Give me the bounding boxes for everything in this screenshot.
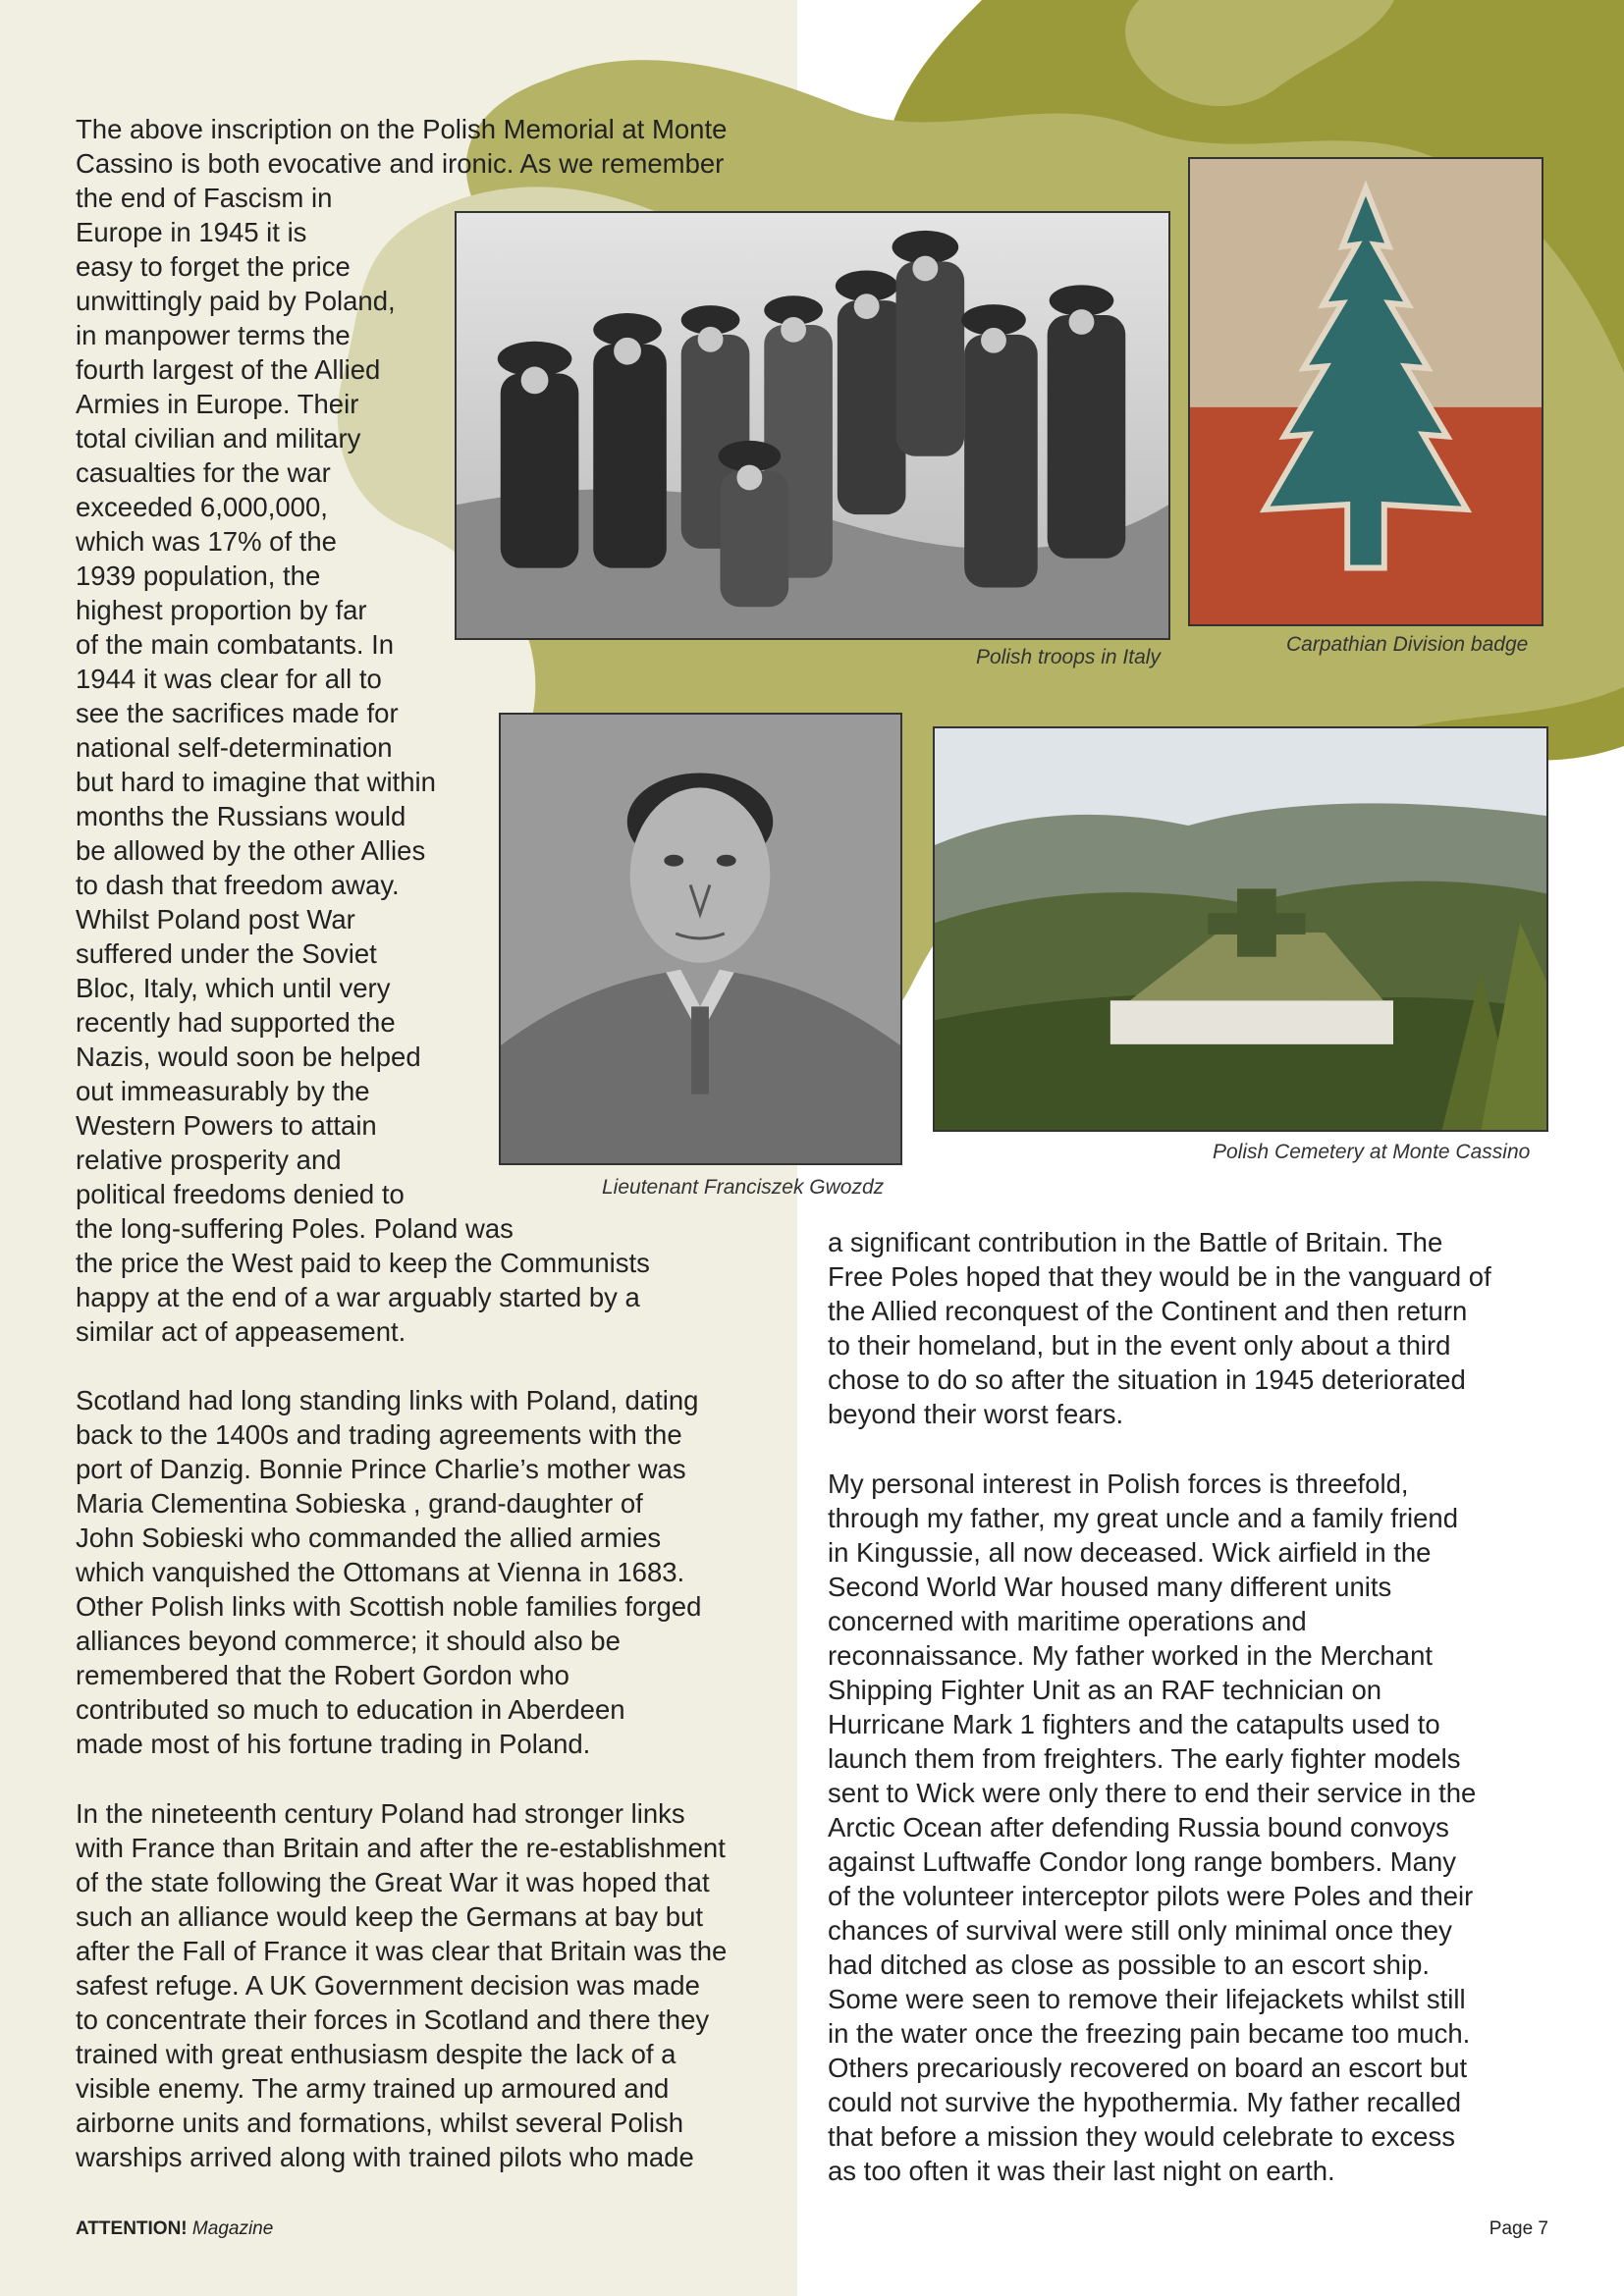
cemetery-caption: Polish Cemetery at Monte Cassino: [1213, 1141, 1531, 1163]
troops-photo-image: [457, 213, 1168, 638]
text-line: Whilst Poland post War: [76, 904, 355, 934]
text-line: Europe in 1945 it is: [76, 217, 307, 247]
text-line: in manpower terms the: [76, 320, 351, 350]
text-line: of the main combatants. In: [76, 629, 395, 660]
text-line: relative prosperity and: [76, 1145, 342, 1175]
text-line: easy to forget the price: [76, 251, 351, 282]
badge-caption: Carpathian Division badge: [1286, 633, 1529, 656]
text-line: happy at the end of a war arguably started by a: [76, 1282, 640, 1312]
text-line: national self-determination: [76, 732, 393, 763]
text-line: The above inscription on the Polish Memorial at Monte: [76, 114, 728, 144]
text-line: Cassino is both evocative and ironic. As we remember: [76, 148, 725, 179]
text-line: Armies in Europe. Their: [76, 389, 359, 419]
badge-photo: [1188, 157, 1543, 626]
page-number: Page 7: [1489, 2218, 1548, 2239]
badge-photo-image: [1190, 159, 1542, 624]
paragraph-nineteenth-century: In the nineteenth century Poland had stronger links with France than Britain and after the re-establishment of the state following the Great War it was hoped that such an alliance would keep the Germans at bay but after the Fall of France it was clear that Britain was the safest refuge. A UK Government decision was made to concentrate their forces in Scotland and there they trained with great enthusiasm despite the lack of a visible enemy. The army trained up armoured and airborne units and formations, whilst several Polish warships arrived along with trained pilots who made: [76, 1798, 728, 2172]
text-line: Bloc, Italy, which until very: [76, 973, 391, 1003]
paragraph-scotland-links: Scotland had long standing links with Poland, dating back to the 1400s and trading agreements with the port of Danzig. Bonnie Prince Charlie’s mother was Maria Clementina Sobieska , grand-daughter of John Sobieski who commanded the allied armies which vanquished the Ottomans at Vienna in 1683. Other Polish links with Scottish noble families forged alliances beyond commerce; it should also be remembered that the Robert Gordon who contributed so much to education in Aberdeen made most of his fortune trading in Poland.: [76, 1385, 702, 1759]
text-line: casualties for the war: [76, 457, 331, 488]
text-line: recently had supported the: [76, 1007, 396, 1038]
text-line: out immeasurably by the: [76, 1076, 370, 1106]
cemetery-photo-image: [935, 728, 1546, 1130]
lieutenant-photo-image: [501, 715, 900, 1163]
text-line: suffered under the Soviet: [76, 938, 377, 969]
text-line: political freedoms denied to: [76, 1179, 405, 1209]
troops-photo: [455, 211, 1170, 640]
text-line: highest proportion by far: [76, 595, 367, 625]
text-line: which was 17% of the: [76, 526, 337, 557]
text-line: 1944 it was clear for all to: [76, 664, 382, 694]
cemetery-photo: [933, 726, 1548, 1132]
text-line: be allowed by the other Allies: [76, 835, 426, 866]
text-line: the price the West paid to keep the Communists: [76, 1248, 650, 1278]
text-line: Western Powers to attain: [76, 1110, 377, 1141]
lieutenant-caption: Lieutenant Franciszek Gwozdz: [602, 1176, 885, 1199]
paragraph-personal-interest: My personal interest in Polish forces is threefold, through my father, my great uncle and a family friend in Kingussie, all now deceased. Wick airfield in the Second World War housed many different units concerned with maritime operations and reconnaissance. My father worked in the Merchant Shipping Fighter Unit as an RAF technician on Hurricane Mark 1 fighters and the catapults used to launch them from freighters. The early fighter models sent to Wick were only there to end their service in the Arctic Ocean after defending Russia bound convoys against Luftwaffe Condor long range bombers. Many of the volunteer interceptor pilots were Poles and their chances of survival were still only minimal once they had ditched as close as possible to an escort ship. Some were seen to remove their lifejackets whilst still in the water once the freezing pain became too much. Others precariously recovered on board an escort but could not survive the hypothermia. My father recalled that before a mission they would celebrate to excess as too often it was their last night on earth.: [828, 1468, 1477, 2186]
footer-magazine-name: [76, 2218, 273, 2240]
text-line: Nazis, would soon be helped: [76, 1041, 421, 1072]
text-line: to dash that freedom away.: [76, 870, 400, 900]
text-line: exceeded 6,000,000,: [76, 492, 328, 522]
text-line: 1939 population, the: [76, 561, 321, 591]
lieutenant-photo: [499, 713, 902, 1165]
paragraph-battle-of-britain: a significant contribution in the Battle of Britain. The Free Poles hoped that they would be in the vanguard of the Allied reconquest of the Continent and then return to their homeland, but in the event only about a third chose to do so after the situation in 1945 deteriorated beyond their worst fears.: [828, 1227, 1491, 1429]
text-line: unwittingly paid by Poland,: [76, 286, 396, 316]
text-line: months the Russians would: [76, 801, 406, 831]
text-line: total civilian and military: [76, 423, 361, 454]
text-line: the end of Fascism in: [76, 183, 333, 213]
text-line: but hard to imagine that within: [76, 767, 436, 797]
footer-brand: ATTENTION!: [76, 2218, 188, 2239]
text-line: similar act of appeasement.: [76, 1316, 406, 1347]
troops-caption: Polish troops in Italy: [976, 646, 1161, 668]
text-line: see the sacrifices made for: [76, 698, 399, 728]
footer-brand-suffix: Magazine: [191, 2218, 274, 2239]
text-line: fourth largest of the Allied: [76, 354, 381, 385]
text-line: the long-suffering Poles. Poland was: [76, 1213, 514, 1244]
